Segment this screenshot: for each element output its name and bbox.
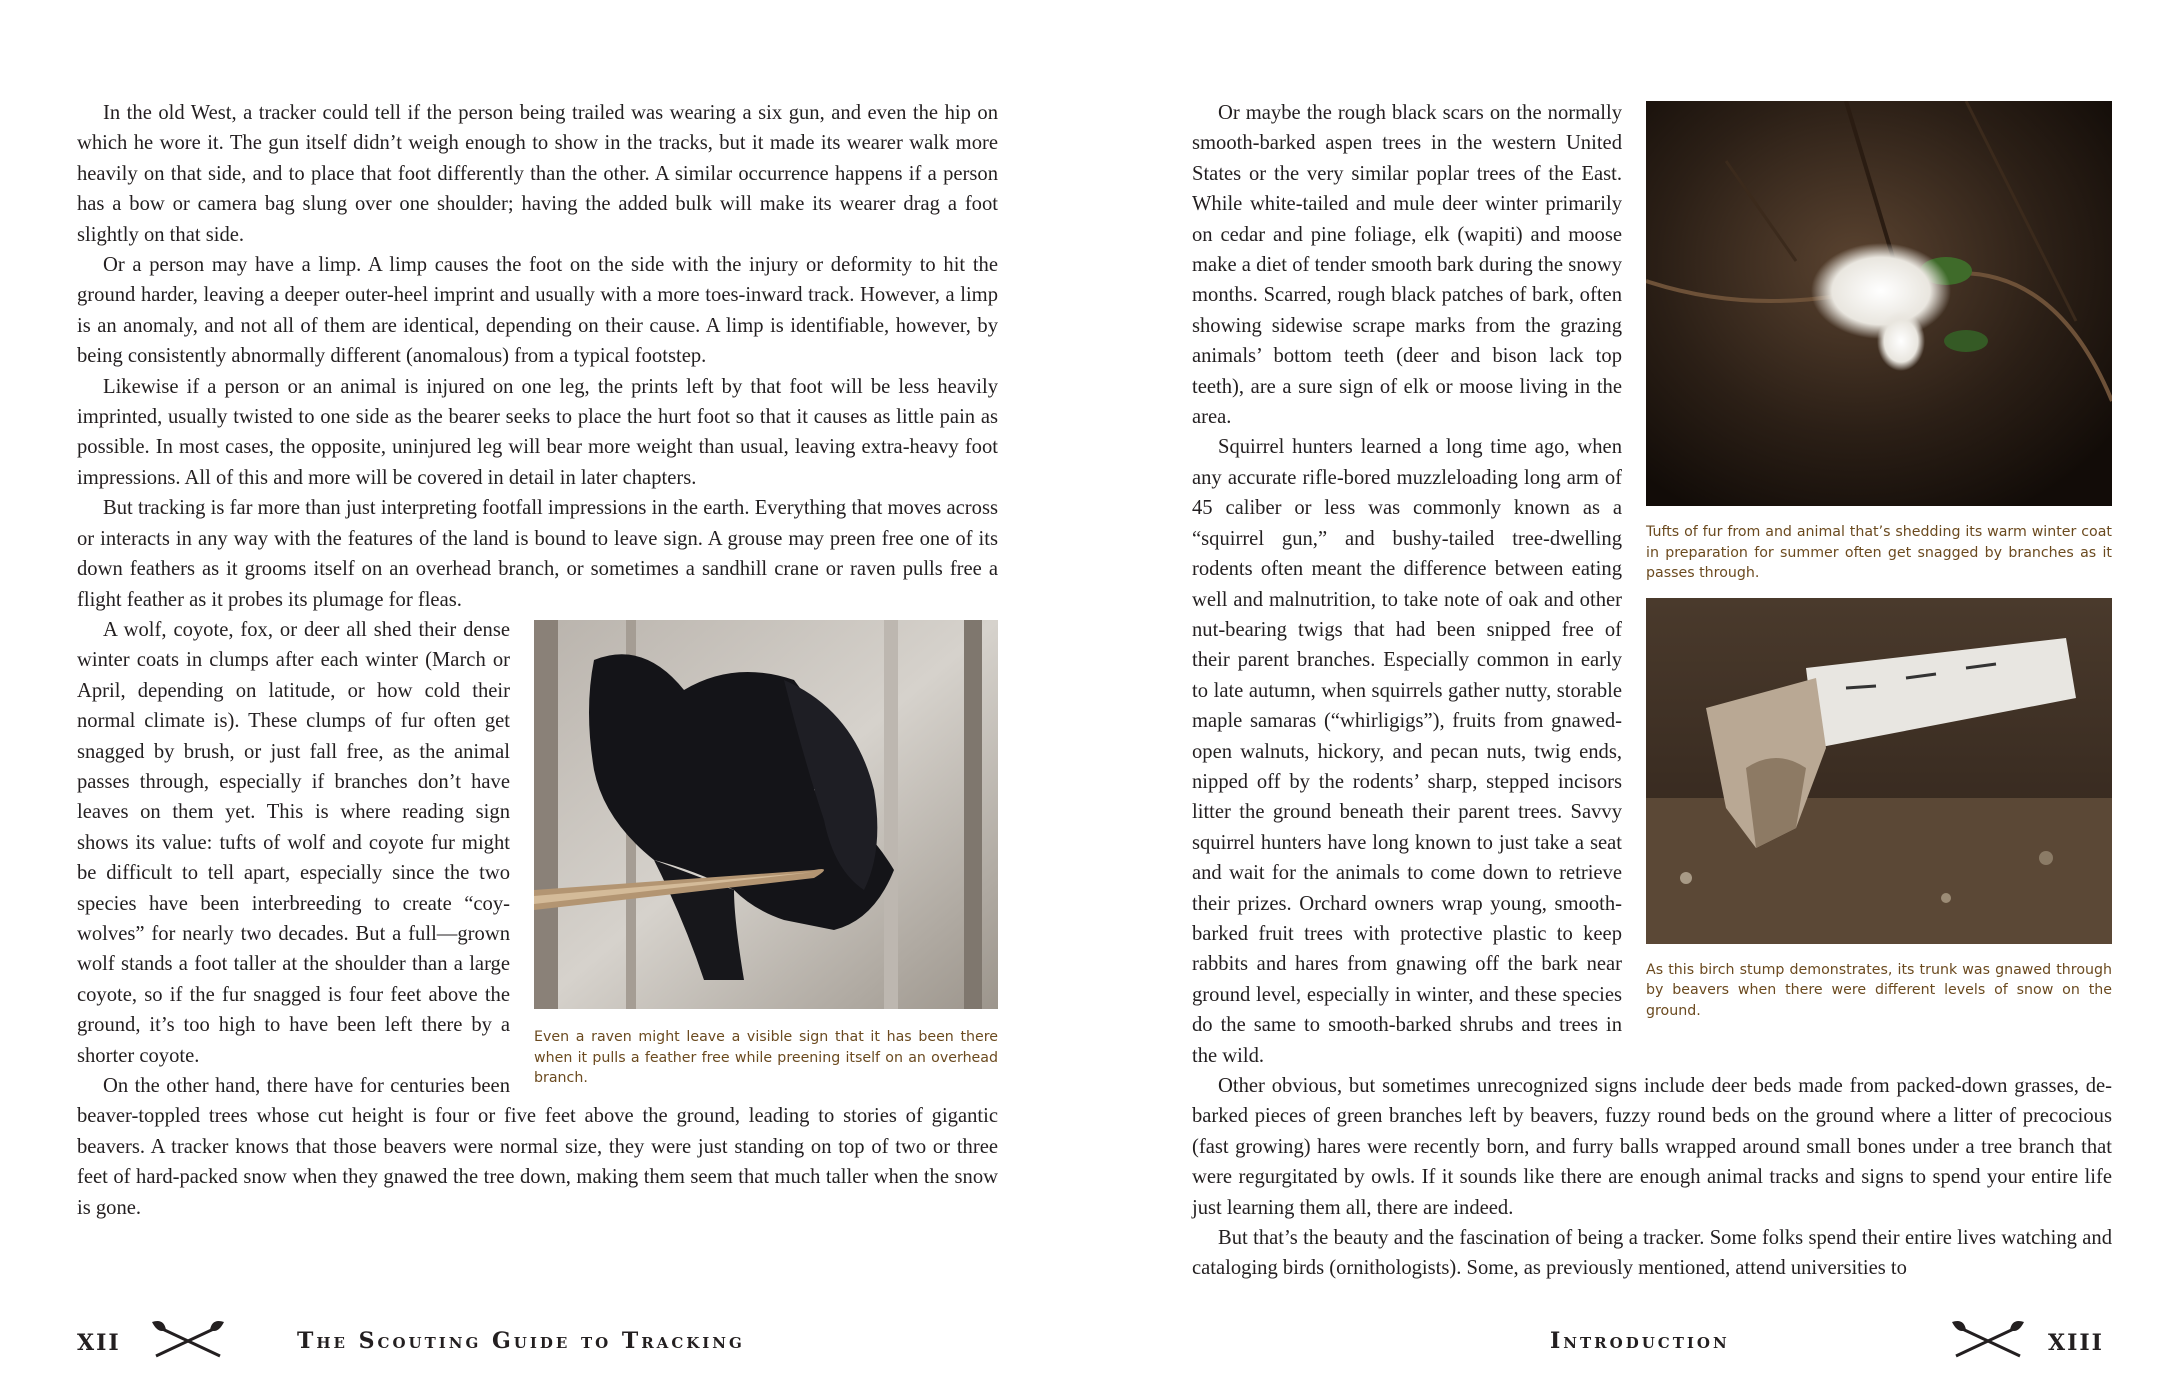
paragraph: Squirrel hunters learned a long time ago, when any accurate rifle-bored muzzleloading long arm of 45 caliber or less was commonly known as a “squirrel gun,” and bushy-tailed tree-dwelling rodents often meant the difference between eating well and malnutrition, to take note of oak and other nut-bearing twigs that had been snipped free of their parent branches. Especially common in early to late autumn, when squirrels gather nutty, storable maple samaras (“whirligigs”), fruits from gnawed-open walnuts, hickory, and pecan nuts, twig ends, nipped off by the rodents’ sharp, stepped incisors litter the ground beneath their parent trees. Savvy squirrel hunters have long known to just take a seat and wait for the animals to come down to retrieve their prizes. Orchard owners wrap young, smooth-barked fruit trees with protective plastic to keep rabbits and hares from gnawing off the bark near ground level, especially in winter, and these species do the same to smooth-barked shrubs and trees in the wild. bbox=[1192, 436, 1622, 1067]
birch-caption: As this birch stump demonstrates, its trunk was gnawed through by beavers when there were different levels of snow on the ground. bbox=[1646, 961, 2112, 1019]
birch-figure bbox=[1646, 598, 2112, 1022]
running-head-left: The Scouting Guide to Tracking bbox=[297, 1328, 745, 1354]
raven-photo bbox=[534, 620, 998, 1009]
paragraph: But that’s the beauty and the fascination of being a tracker. Some folks spend their entire lives watching and cataloging birds (ornithologists). Some, as previously mentioned, attend universities to bbox=[1192, 1227, 2112, 1280]
paragraph: On the other hand, there have for centuries been beaver-toppled trees whose cut height is four or five feet above the ground, leading to stories of gigantic beavers. A tracker knows that those beavers were normal size, they were just standing on top of two or three feet of hard-packed snow when they gnawed the tree down, making them seem that much taller when the snow is gone. bbox=[77, 1075, 998, 1219]
paragraph: Likewise if a person or an animal is injured on one leg, the prints left by that foot will be less heavily imprinted, usually twisted to one side as the bearer seeks to place the hurt foot so that it causes as little pain as possible. In most cases, the opposite, uninjured leg will bear more weight than usual, leaving extra-heavy foot impressions. All of this and more will be covered in detail in later chapters. bbox=[77, 375, 998, 489]
page-number-right: XIII bbox=[2048, 1330, 2104, 1356]
page-number-left: XII bbox=[77, 1330, 121, 1356]
right-page-body bbox=[1192, 98, 2112, 1284]
fur-figure bbox=[1646, 101, 2112, 584]
fur-caption: Tufts of fur from and animal that’s shedding its warm winter coat in preparation for summer often get snagged by branches as it passes through. bbox=[1646, 524, 2112, 582]
raven-caption: Even a raven might leave a visible sign that it has been there when it pulls a feather free while preening itself on an overhead branch. bbox=[534, 1028, 998, 1087]
paragraph: A wolf, coyote, fox, or deer all shed their dense winter coats in clumps after each winter (March or April, depending on latitude, or how cold their normal climate is). These clumps of fur often get snagged by brush, or just fall free, as the animal passes through, especially if branches don’t have leaves on them yet. This is where reading sign shows its value: tufts of wolf and coyote fur might be difficult to tell apart, especially since the two species have been interbreeding to create “coy-wolves” for nearly two decades. But a full—grown wolf stands a foot taller at the shoulder than a large coyote, so if the fur snagged is four feet above the ground, it’s too high to have been left there by a shorter coyote. bbox=[77, 618, 510, 1067]
birch-stump-photo bbox=[1646, 598, 2112, 944]
running-head-right: Introduction bbox=[1550, 1328, 1730, 1354]
paragraph: Or maybe the rough black scars on the normally smooth-barked aspen trees in the western United States or the very similar poplar trees of the East. While white-tailed and mule deer winter primarily on cedar and pine foliage, elk (wapiti) and moose make a diet of tender smooth bark during the snowy months. Scarred, rough black patches of bark, often showing sidewise scrape marks from the grazing animals’ bottom teeth (deer and bison lack top teeth), are a sure sign of elk or moose living in the area. bbox=[1192, 102, 1622, 429]
raven-figure bbox=[534, 620, 998, 1089]
paragraph: Or a person may have a limp. A limp causes the foot on the side with the injury or deformity to hit the ground harder, leaving a deeper outer-heel imprint and usually with a more toes-inward track. However, a limp is an anomaly, and not all of them are identical, depending on their cause. A limp is identifiable, however, by being consistently abnormally different (anomalous) from a typical footstep. bbox=[77, 254, 998, 368]
crossed-axes-icon bbox=[150, 1320, 226, 1360]
paragraph: In the old West, a tracker could tell if the person being trailed was wearing a six gun, and even the hip on which he wore it. The gun itself didn’t weigh enough to show in the tracks, but it made its wearer walk more heavily on that side, and to place that foot differently than the other. A similar occurrence happens if a person has a bow or camera bag slung over one shoulder; having the added bulk will make its wearer drag a foot slightly on that side. bbox=[77, 102, 998, 246]
paragraph: But tracking is far more than just interpreting footfall impressions in the earth. Everything that moves across or interacts in any way with the features of the land is bound to leave sign. A grouse may preen free one of its down feathers as it grooms itself on an overhead branch, or sometimes a sandhill crane or raven pulls free a flight feather as it probes its plumage for fleas. bbox=[77, 497, 998, 611]
paragraph: Other obvious, but sometimes unrecognized signs include deer beds made from packed-down grasses, de-barked pieces of green branches left by beavers, fuzzy round beds on the ground where a litter of precocious (fast growing) hares were recently born, and furry balls wrapped around small bones under a tree branch that were regurgitated by owls. If it sounds like there are enough animal tracks and signs to spend your entire life just learning them all, there are indeed. bbox=[1192, 1075, 2112, 1219]
fur-photo bbox=[1646, 101, 2112, 506]
left-page-body bbox=[77, 98, 998, 1223]
crossed-axes-icon bbox=[1950, 1320, 2026, 1360]
